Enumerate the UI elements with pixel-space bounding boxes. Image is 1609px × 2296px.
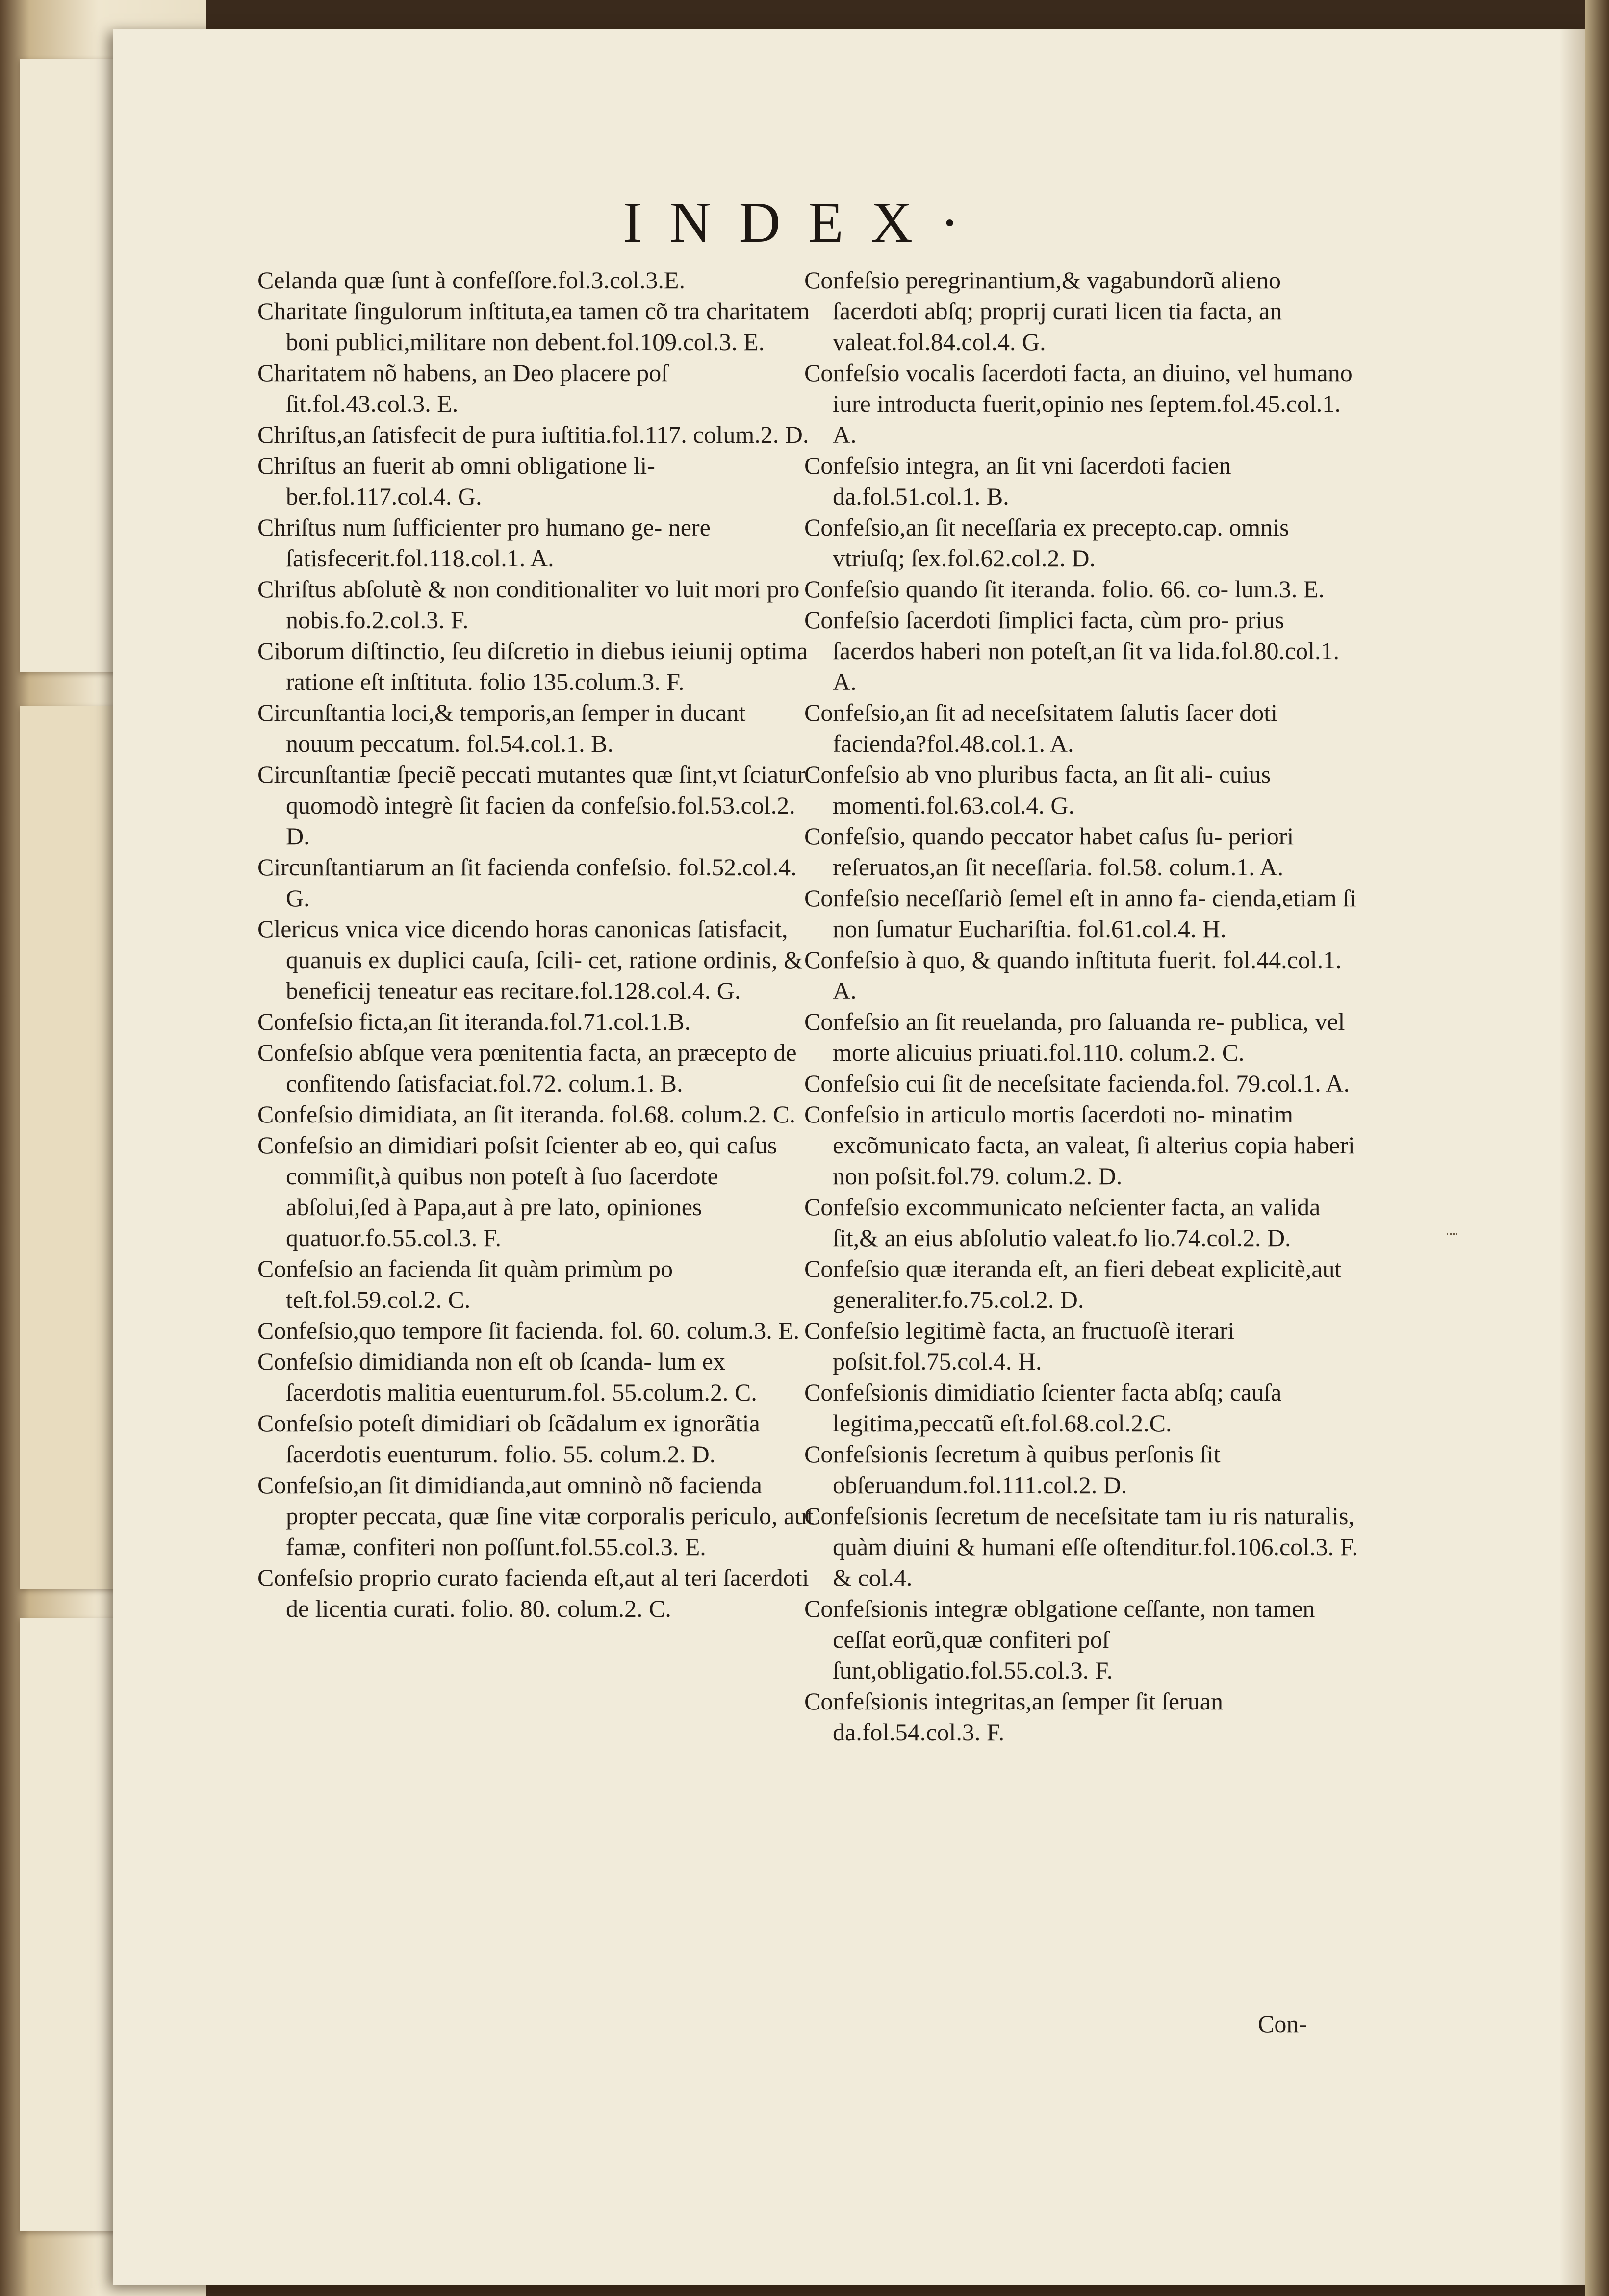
index-entry: Confeſsio excommunicato neſcienter facta, an valida ſit,& an eius abſolutio valeat.fo lio.74.col.2. D.	[804, 1193, 1321, 1251]
index-entry: Confeſsio an ſit reuelanda, pro ſaluanda re- publica, vel morte alicuius priuati.fol.110. colum.2. C.	[804, 1008, 1345, 1066]
index-entry: Confeſsio à quo, & quando inſtituta fuerit. fol.44.col.1. A.	[804, 946, 1342, 1004]
catchword: Con-	[1258, 2010, 1307, 2038]
index-entry: Circunſtantia loci,& temporis,an ſemper in ducant nouum peccatum. fol.54.col.1. B.	[257, 699, 746, 757]
index-entry: Confeſsio proprio curato facienda eſt,aut al teri ſacerdoti de licentia curati. folio. 80. colum.2. C.	[257, 1564, 809, 1622]
index-entry: Confeſsio dimidiata, an ſit iteranda. fol.68. colum.2. C.	[257, 1100, 796, 1128]
index-entry: Confeſsio,an ſit neceſſaria ex precepto.cap. omnis vtriuſq; ſex.fol.62.col.2. D.	[804, 513, 1289, 572]
index-entry: Confeſsio peregrinantium,& vagabundorũ alieno ſacerdoti abſq; proprij curati licen tia facta, an valeat.fol.84.col.4. G.	[804, 266, 1282, 356]
index-entry: Chriſtus,an ſatisfecit de pura iuſtitia.fol.117. colum.2. D.	[257, 421, 809, 448]
index-column-right	[804, 265, 1363, 1748]
index-entry: Confeſsionis ſecretum de neceſsitate tam iu ris naturalis, quàm diuini & humani eſſe oſtenditur.fol.106.col.3. F. & col.4.	[804, 1502, 1358, 1591]
index-entry: Confeſsio,quo tempore ſit facienda. fol. 60. colum.3. E.	[257, 1317, 800, 1344]
index-entry: Confeſsio,an ſit ad neceſsitatem ſalutis ſacer doti facienda?fol.48.col.1. A.	[804, 699, 1277, 757]
index-entry: Confeſsionis dimidiatio ſcienter facta abſq; cauſa legitima,peccatũ eſt.fol.68.col.2.C.	[804, 1378, 1282, 1437]
index-entry: Confeſsio neceſſariò ſemel eſt in anno fa- cienda,etiam ſi non ſumatur Euchariſtia. fol.61.col.4. H.	[804, 884, 1356, 943]
index-entry: Confeſsio abſque vera pœnitentia facta, an præcepto de confitendo ſatisfaciat.fol.72. colum.1. B.	[257, 1039, 797, 1097]
index-entry: Confeſsio quæ iteranda eſt, an fieri debeat explicitè,aut generaliter.fo.75.col.2. D.	[804, 1255, 1342, 1313]
index-entry: Confeſsio dimidianda non eſt ob ſcanda- lum ex ſacerdotis malitia euenturum.fol. 55.colum.2. C.	[257, 1348, 757, 1406]
index-column-left	[257, 265, 817, 1624]
index-entry: Confeſsio in articulo mortis ſacerdoti no- minatim excõmunicato facta, an valeat, ſi alterius copia haberi non poſsit.fol.79. colum.2. D.	[804, 1100, 1355, 1190]
index-entry: Confeſsio ficta,an ſit iteranda.fol.71.col.1.B.	[257, 1008, 691, 1035]
index-entry: Confeſsio vocalis ſacerdoti facta, an diuino, vel humano iure introducta fuerit,opinio nes ſeptem.fol.45.col.1. A.	[804, 359, 1353, 448]
index-entry: Confeſsionis ſecretum à quibus perſonis ſit obſeruandum.fol.111.col.2. D.	[804, 1440, 1221, 1499]
index-entry: Clericus vnica vice dicendo horas canonicas ſatisfacit, quanuis ex duplici cauſa, ſcili- cet, ratione ordinis, & beneficij teneatur eas recitare.fol.128.col.4. G.	[257, 915, 803, 1004]
index-entry: Confeſsionis integræ oblgatione ceſſante, non tamen ceſſat eorũ,quæ confiteri poſ ſunt,obligatio.fol.55.col.3. F.	[804, 1595, 1315, 1684]
index-entry: Ciborum diſtinctio, ſeu diſcretio in diebus ieiunij optima ratione eſt inſtituta. folio 135.colum.3. F.	[257, 637, 808, 695]
index-entry: Confeſsio an facienda ſit quàm primùm po teſt.fol.59.col.2. C.	[257, 1255, 673, 1313]
index-entry: Confeſsio, quando peccator habet caſus ſu- periori reſeruatos,an ſit neceſſaria. fol.58. colum.1. A.	[804, 822, 1294, 881]
index-entry: Confeſsio poteſt dimidiari ob ſcãdalum ex ignorãtia ſacerdotis euenturum. folio. 55. colum.2. D.	[257, 1409, 760, 1468]
index-entry: Chriſtus abſolutè & non conditionaliter vo luit mori pro nobis.fo.2.col.3. F.	[257, 575, 800, 634]
index-entry: Chriſtus num ſufficienter pro humano ge- nere ſatisfecerit.fol.118.col.1. A.	[257, 513, 711, 572]
index-entry: Confeſsio an dimidiari poſsit ſcienter ab eo, qui caſus commiſit,à quibus non poteſt à ſuo ſacerdote abſolui,ſed à Papa,aut à pre lato, opiniones quatuor.fo.55.col.3. F.	[257, 1131, 777, 1251]
page-title: INDEX·	[623, 190, 987, 255]
index-entry: Chriſtus an fuerit ab omni obligatione li- ber.fol.117.col.4. G.	[257, 452, 655, 510]
index-entry: Confeſsio ab vno pluribus facta, an ſit ali- cuius momenti.fol.63.col.4. G.	[804, 761, 1271, 819]
index-entry: Celanda quæ ſunt à confeſſore.fol.3.col.3.E.	[257, 266, 685, 294]
index-entry: Confeſsio ſacerdoti ſimplici facta, cùm pro- prius ſacerdos haberi non poteſt,an ſit va lida.fol.80.col.1. A.	[804, 606, 1340, 695]
index-entry: Confeſsio legitimè facta, an fructuoſè iterari poſsit.fol.75.col.4. H.	[804, 1317, 1235, 1375]
index-entry: Confeſsio,an ſit dimidianda,aut omninò nõ facienda propter peccata, quæ ſine vitæ corporalis periculo, aut famæ, confiteri non poſſunt.fol.55.col.3. E.	[257, 1471, 814, 1560]
printer-mark	[1447, 1233, 1457, 1238]
index-entry: Charitate ſingulorum inſtituta,ea tamen cõ tra charitatem boni publici,militare non debent.fol.109.col.3. E.	[257, 297, 810, 356]
index-entry: Confeſsio cui ſit de neceſsitate facienda.fol. 79.col.1. A.	[804, 1070, 1350, 1097]
index-entry: Charitatem nõ habens, an Deo placere poſ ſit.fol.43.col.3. E.	[257, 359, 668, 417]
book-edge	[1585, 0, 1609, 2296]
index-entry: Confeſsio integra, an ſit vni ſacerdoti facien da.fol.51.col.1. B.	[804, 452, 1231, 510]
index-entry: Confeſsionis integritas,an ſemper ſit ſeruan da.fol.54.col.3. F.	[804, 1687, 1223, 1746]
index-entry: Confeſsio quando ſit iteranda. folio. 66. co- lum.3. E.	[804, 575, 1325, 603]
index-entry: Circunſtantiarum an ſit facienda confeſsio. fol.52.col.4. G.	[257, 853, 797, 912]
index-entry: Circunſtantiæ ſpeciẽ peccati mutantes quæ ſint,vt ſciatur quomodò integrè ſit facien da confeſsio.fol.53.col.2. D.	[257, 761, 806, 850]
